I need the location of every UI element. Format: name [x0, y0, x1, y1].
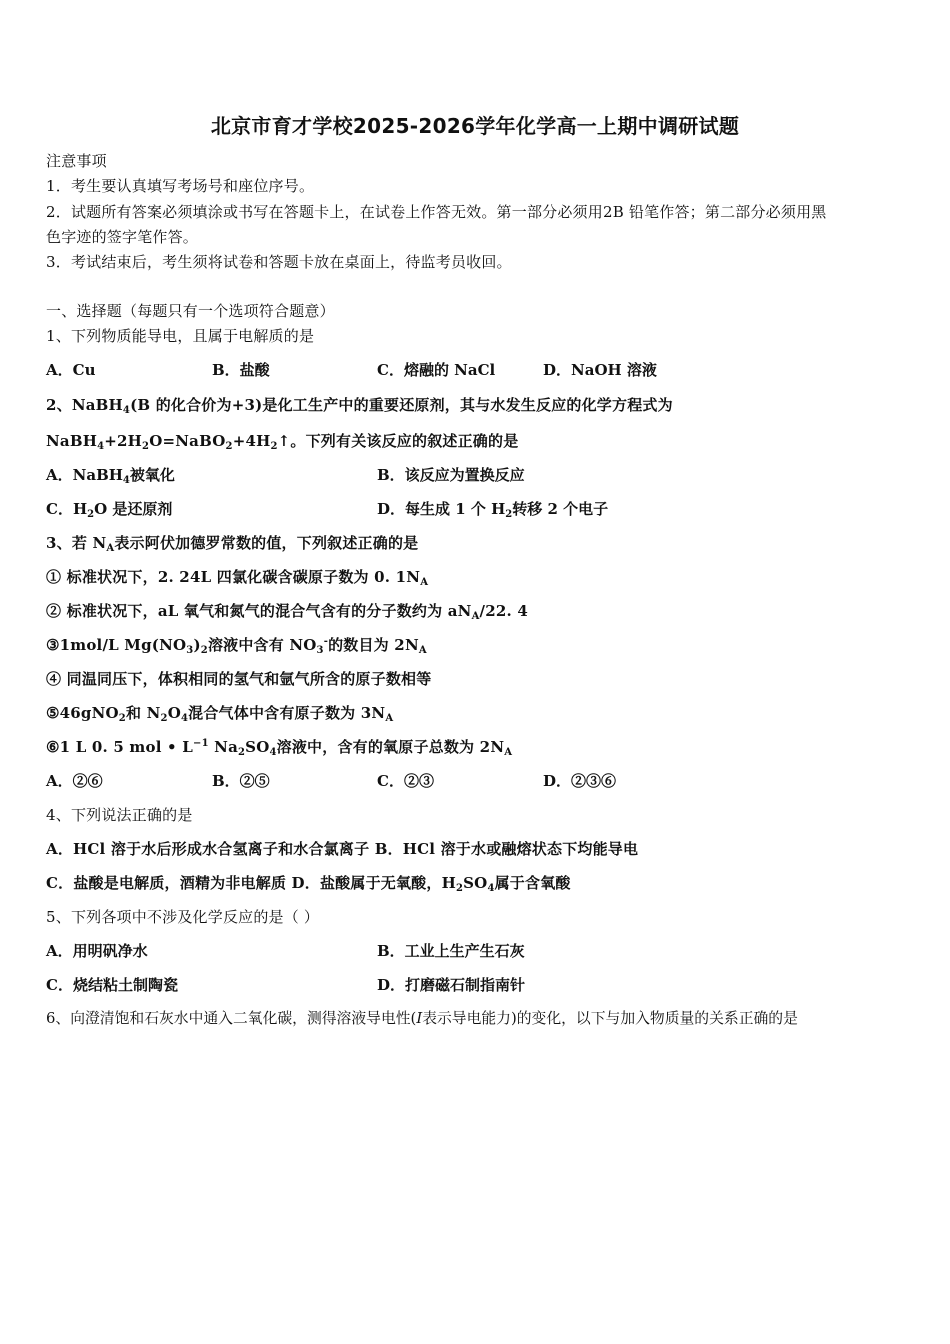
- q4-options-cd: C．盐酸是电解质，酒精为非电解质 D．盐酸属于无氧酸，$H_2SO_4$属于含氧酸: [46, 874, 571, 894]
- page-title: 北京市育才学校2025-2026学年化学高一上期中调研试题: [210, 114, 740, 138]
- section-heading: 一、选择题（每题只有一个选项符合题意）: [46, 302, 335, 320]
- q1-option-c: C．熔融的 NaCl: [377, 361, 496, 379]
- q3-statement-5: ⑤46gNO$_2$和 $N_2O_4$混合气体中含有原子数为 $3N_A$: [46, 704, 394, 724]
- q3-statement-4: ④ 同温同压下，体积相同的氢气和氩气所含的原子数相等: [46, 670, 432, 688]
- q4-options-ab: A．HCl 溶于水后形成水合氢离子和水合氯离子 B．HCl 溶于水或融熔状态下均能导电: [46, 840, 639, 858]
- q5-option-b: B．工业上生产生石灰: [377, 942, 525, 960]
- q3-statement-3: ③1mol/L $Mg(NO_3)_2$溶液中含有 $NO_3^-$的数目为 $2N_A$: [46, 636, 427, 656]
- q3-stem: 3、若 $N_A$表示阿伏加德罗常数的值，下列叙述正确的是: [46, 534, 419, 554]
- q3-statement-1: ① 标准状况下，2. 24L 四氯化碳含碳原子数为 0. $1N_A$: [46, 568, 429, 588]
- notice-heading: 注意事项: [46, 152, 107, 170]
- q3-statement-6: ⑥1 L 0. 5 mol • $L^{-1}$ $Na_2SO_4$溶液中，含有的氧原子总数为 $2N_A$: [46, 738, 513, 758]
- q4-stem: 4、下列说法正确的是: [46, 806, 193, 824]
- q2-option-b: B．该反应为置换反应: [377, 466, 525, 484]
- q5-stem: 5、下列各项中不涉及化学反应的是（ ）: [46, 908, 320, 926]
- q2-equation: $NaBH_4+2H_2O=NaBO_2+4H_2↑$。下列有关该反应的叙述正确的是: [46, 432, 519, 452]
- q5-option-c: C．烧结粘土制陶瓷: [46, 976, 178, 994]
- q2-option-a: A．NaBH$_4$被氧化: [46, 466, 175, 486]
- q6-stem: 6、向澄清饱和石灰水中通入二氧化碳，测得溶液导电性(I表示导电能力)的变化，以下与加入物质量的关系正确的是: [46, 1010, 798, 1027]
- q1-option-a: A．Cu: [46, 361, 96, 379]
- q5-option-a: A．用明矾净水: [46, 942, 148, 960]
- q1-stem: 1、下列物质能导电，且属于电解质的是: [46, 327, 315, 345]
- q3-statement-2: ② 标准状况下，aL 氧气和氮气的混合气含有的分子数约为 $aN_A/22$. 4: [46, 602, 528, 622]
- q2-option-c: C．$H_2O$ 是还原剂: [46, 500, 173, 520]
- q5-option-d: D．打磨磁石制指南针: [377, 976, 526, 994]
- notice-item-3: 3．考试结束后，考生须将试卷和答题卡放在桌面上，待监考员收回。: [46, 253, 512, 271]
- q3-option-d: D．②③⑥: [543, 772, 617, 790]
- q1-option-d: D．NaOH 溶液: [543, 361, 657, 379]
- notice-item-2: 2．试题所有答案必须填涂或书写在答题卡上，在试卷上作答无效。第一部分必须用2B 铅笔作答；第二部分必须用黑: [46, 203, 827, 221]
- q3-option-b: B．②⑤: [212, 772, 270, 790]
- q1-option-b: B．盐酸: [212, 361, 270, 379]
- q3-option-a: A．②⑥: [46, 772, 103, 790]
- notice-item-2-cont: 色字迹的签字笔作答。: [46, 228, 199, 246]
- q2-stem: 2、NaBH$_4$(B 的化合价为+3)是化工生产中的重要还原剂，其与水发生反应的化学方程式为: [46, 396, 673, 416]
- q2-option-d: D．每生成 1 个 $H_2$转移 2 个电子: [377, 500, 609, 520]
- notice-item-1: 1．考生要认真填写考场号和座位序号。: [46, 177, 315, 195]
- q3-option-c: C．②③: [377, 772, 434, 790]
